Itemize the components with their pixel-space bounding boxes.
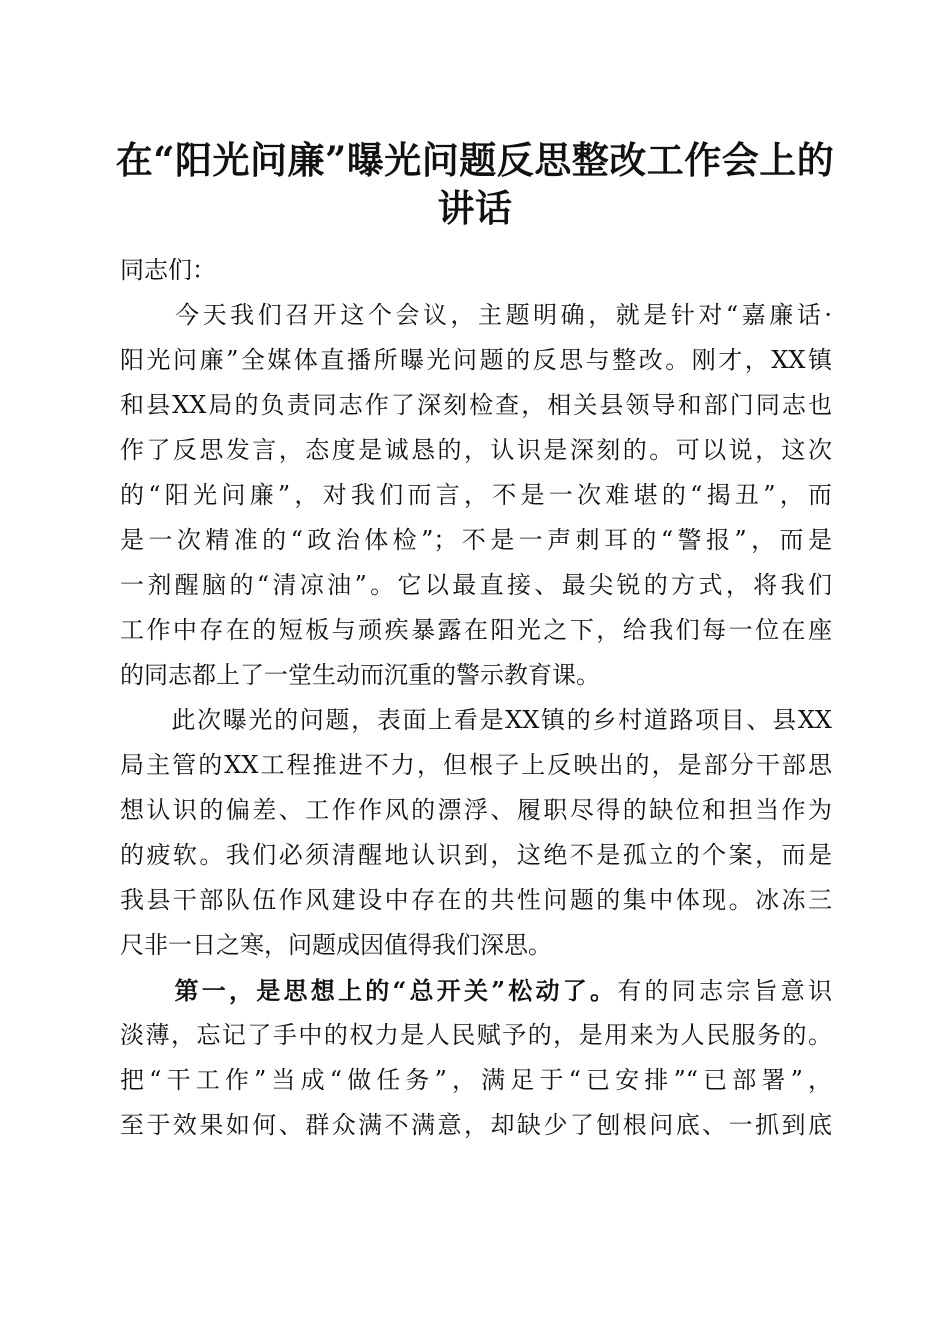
paragraph-line: 的疲软。我们必须清醒地认识到，这绝不是孤立的个案，而是 [120,841,832,869]
paragraph-line: 的同志都上了一堂生动而沉重的警示教育课。 [120,661,600,689]
paragraph-line: 一剂醒脑的“清凉油”。它以最直接、最尖锐的方式，将我们 [120,571,832,599]
paragraph-line: 想认识的偏差、工作作风的漂浮、履职尽得的缺位和担当作为 [120,796,832,824]
paragraph-line: 作了反思发言，态度是诚恳的，认识是深刻的。可以说，这次 [120,436,832,464]
paragraph-1 [120,293,832,698]
paragraph-line: 和县XX局的负责同志作了深刻检查，相关县领导和部门同志也 [120,391,832,419]
document-body [120,248,832,1148]
paragraph-2 [120,698,832,968]
paragraph-line: 尺非一日之寒，问题成因值得我们深思。 [120,931,552,959]
paragraph-line: 此次曝光的问题，表面上看是XX镇的乡村道路项目、县XX [120,706,832,734]
paragraph-heading: 第一，是思想上的“总开关”松动了。 [120,976,618,1005]
paragraph-line: 淡薄，忘记了手中的权力是人民赋予的，是用来为人民服务的。 [120,1021,832,1049]
title-line-2: 讲话 [437,186,513,230]
paragraph-line: 是一次精准的“政治体检”；不是一声刺耳的“警报”，而是 [120,526,832,554]
paragraph-text: 有的同志宗旨意识 [617,977,833,1005]
paragraph-3 [120,968,832,1148]
paragraph-line: 阳光问廉”全媒体直播所曝光问题的反思与整改。刚才，XX镇 [120,346,832,374]
paragraph-line [120,968,832,1013]
paragraph-line: 局主管的XX工程推进不力，但根子上反映出的，是部分干部思 [120,751,832,779]
paragraph-line: 的“阳光问廉”，对我们而言，不是一次难堪的“揭丑”，而 [120,481,832,509]
title-line-1: 在“阳光问廉”曝光问题反思整改工作会上的 [115,138,835,182]
salutation: 同志们： [120,256,216,284]
paragraph-line: 把“干工作”当成“做任务”，满足于“已安排”“已部署”， [120,1066,832,1094]
paragraph-line: 至于效果如何、群众满不满意，却缺少了刨根问底、一抓到底 [120,1111,832,1139]
document-title [100,136,850,232]
paragraph-line: 我县干部队伍作风建设中存在的共性问题的集中体现。冰冻三 [120,886,832,914]
paragraph-line: 今天我们召开这个会议，主题明确，就是针对“嘉廉话· [120,301,832,329]
paragraph-line: 工作中存在的短板与顽疾暴露在阳光之下，给我们每一位在座 [120,616,832,644]
